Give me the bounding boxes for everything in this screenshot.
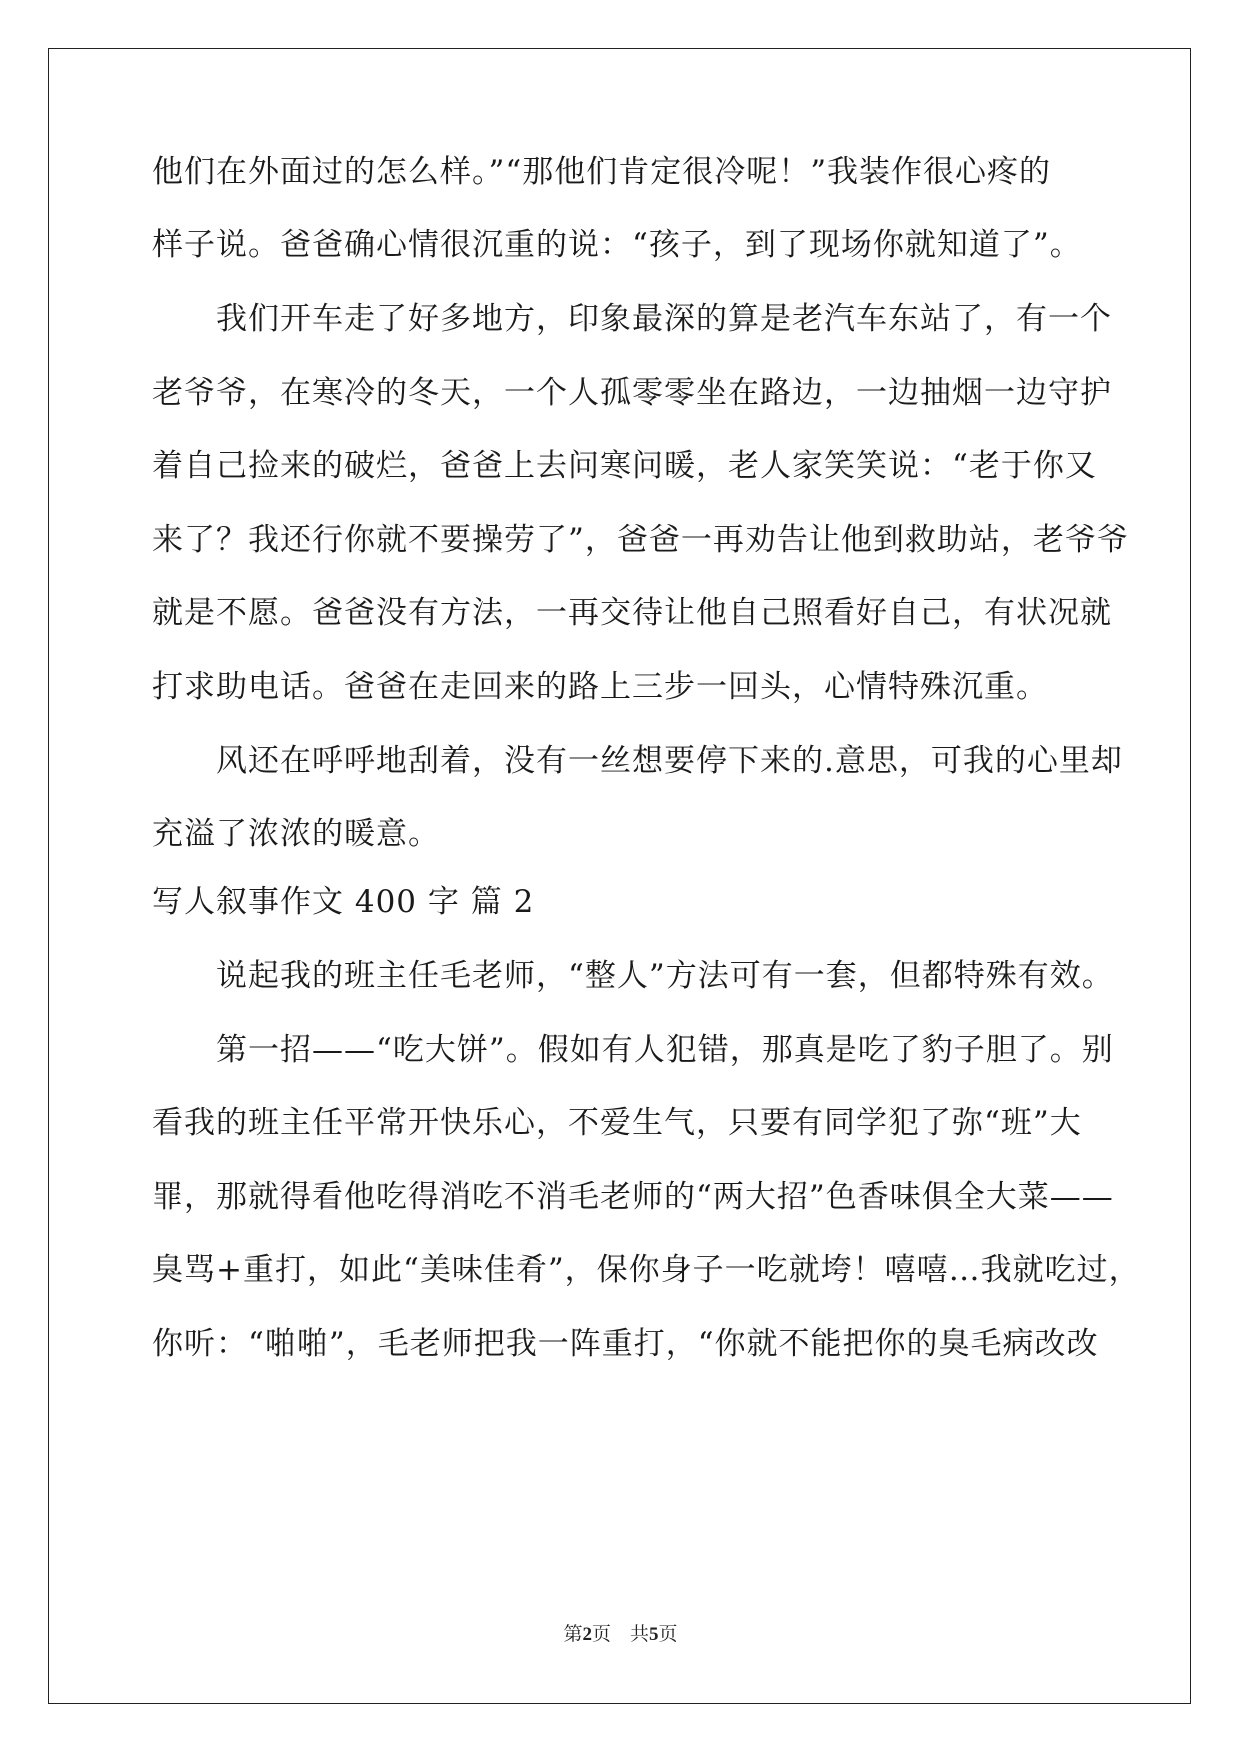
text-line: 着自己捡来的破烂，爸爸上去问寒问暖，老人家笑笑说：“老于你又: [152, 448, 1097, 484]
text-line: 充溢了浓浓的暖意。: [152, 816, 440, 852]
current-page-number: 2: [582, 1624, 592, 1645]
page-frame: [48, 48, 1191, 1704]
text-line: 老爷爷，在寒冷的冬天，一个人孤零零坐在路边，一边抽烟一边守护: [152, 375, 1112, 411]
text-line: 看我的班主任平常开快乐心，不爱生气，只要有同学犯了弥“班”大: [152, 1105, 1082, 1141]
text-line: 样子说。爸爸确心情很沉重的说：“孩子，到了现场你就知道了”。: [152, 227, 1082, 263]
text-line: 打求助电话。爸爸在走回来的路上三步一回头，心情特殊沉重。: [152, 669, 1048, 705]
page-suffix: 页: [658, 1623, 678, 1645]
total-page-number: 5: [649, 1624, 659, 1645]
text-line: 罪，那就得看他吃得消吃不消毛老师的“两大招”色香味俱全大菜——: [152, 1179, 1114, 1215]
page-prefix: 第: [563, 1623, 583, 1645]
text-line: 你听：“啪啪”，毛老师把我一阵重打，“你就不能把你的臭毛病改改: [152, 1326, 1099, 1362]
page-mid: 页 共: [591, 1623, 649, 1645]
page-footer: [0, 1622, 1241, 1647]
text-line: 说起我的班主任毛老师，“整人”方法可有一套，但都特殊有效。: [152, 958, 1114, 994]
text-line: 臭骂+重打，如此“美味佳肴”，保你身子一吃就垮！嘻嘻…我就吃过，: [152, 1252, 1141, 1288]
text-line: 他们在外面过的怎么样。”“那他们肯定很冷呢！”我装作很心疼的: [152, 154, 1052, 190]
text-line: 来了？我还行你就不要操劳了”，爸爸一再劝告让他到救助站，老爷爷: [152, 522, 1129, 558]
text-line: 我们开车走了好多地方，印象最深的算是老汽车东站了，有一个: [152, 301, 1112, 337]
text-line: 就是不愿。爸爸没有方法，一再交待让他自己照看好自己，有状况就: [152, 595, 1112, 631]
section-heading: 写人叙事作文 400 字 篇 2: [152, 884, 535, 920]
text-line: 风还在呼呼地刮着，没有一丝想要停下来的.意思，可我的心里却: [152, 743, 1123, 779]
text-line: 第一招——“吃大饼”。假如有人犯错，那真是吃了豹子胆了。别: [152, 1032, 1114, 1068]
